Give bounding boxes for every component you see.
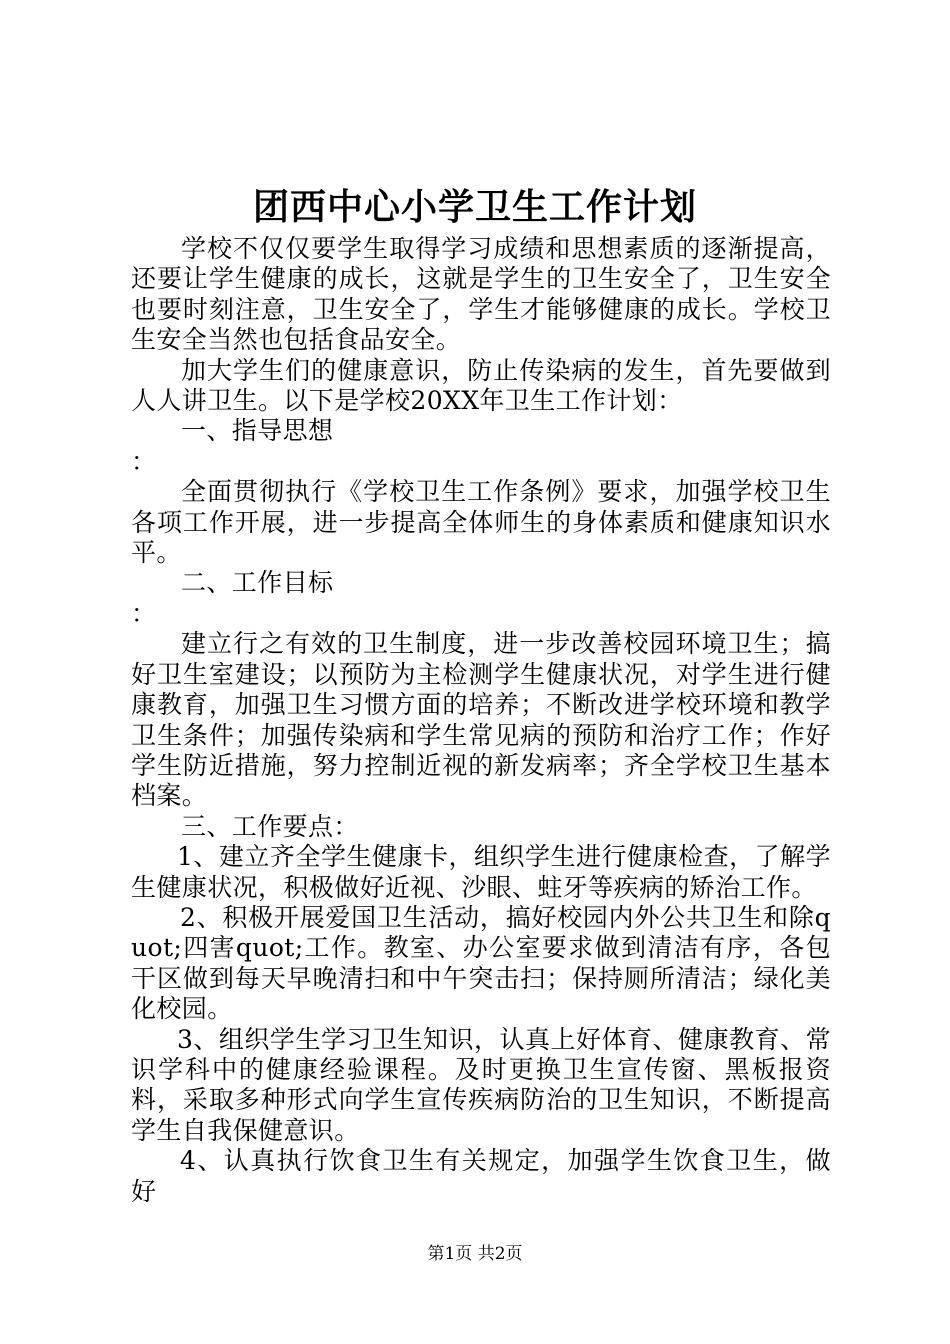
heading-work-points: 三、工作要点： [181,811,359,841]
colon-line: ： [131,598,157,628]
list-item-1: 1、建立齐全学生健康卡，组织学生进行健康检查，了解学生健康状况，积极做好近视、沙眼、蛀牙等疾病的矫治工作。 [131,842,831,902]
document-body [131,234,831,1207]
list-item-3: 3、组织学生学习卫生知识，认真上好体育、健康教育、常识学科中的健康经验课程。及时更换卫生宣传窗、黑板报资料，采取多种形式向学生宣传疾病防治的卫生知识，不断提高学生自我保健意识。 [131,1024,831,1145]
heading-work-goals: 二、工作目标 [181,568,334,598]
list-item-2: 2、积极开展爱国卫生活动，搞好校园内外公共卫生和除quot;四害quot;工作。教室、办公室要求做到清洁有序，各包干区做到每天早晚清扫和中午突击扫；保持厕所清洁；绿化美化校园。 [131,902,831,1024]
document-title: 团西中心小学卫生工作计划 [252,186,697,228]
colon-line: ： [131,446,157,476]
paragraph-guiding-thought: 全面贯彻执行《学校卫生工作条例》要求，加强学校卫生各项工作开展，进一步提高全体师生的身体素质和健康知识水平。 [131,477,831,568]
page-footer: 第1页 共2页 [427,1244,523,1264]
paragraph-work-goals: 建立行之有效的卫生制度，进一步改善校园环境卫生；搞好卫生室建设；以预防为主检测学生健康状况，对学生进行健康教育，加强卫生习惯方面的培养；不断改进学校环境和教学卫生条件；加强传染病和学生常见病的预防和治疗工作；作好学生防近措施，努力控制近视的新发病率；齐全学校卫生基本档案。 [131,629,831,811]
paragraph-intro: 学校不仅仅要学生取得学习成绩和思想素质的逐渐提高，还要让学生健康的成长，这就是学生的卫生安全了，卫生安全也要时刻注意，卫生安全了，学生才能够健康的成长。学校卫生安全当然也包括食品安全。 [131,234,831,355]
list-item-4: 4、认真执行饮食卫生有关规定，加强学生饮食卫生，做好 [131,1146,831,1206]
heading-guiding-thought: 一、指导思想 [181,416,334,446]
paragraph-awareness: 加大学生们的健康意识，防止传染病的发生，首先要做到人人讲卫生。以下是学校20XX年卫生工作计划： [131,355,831,416]
